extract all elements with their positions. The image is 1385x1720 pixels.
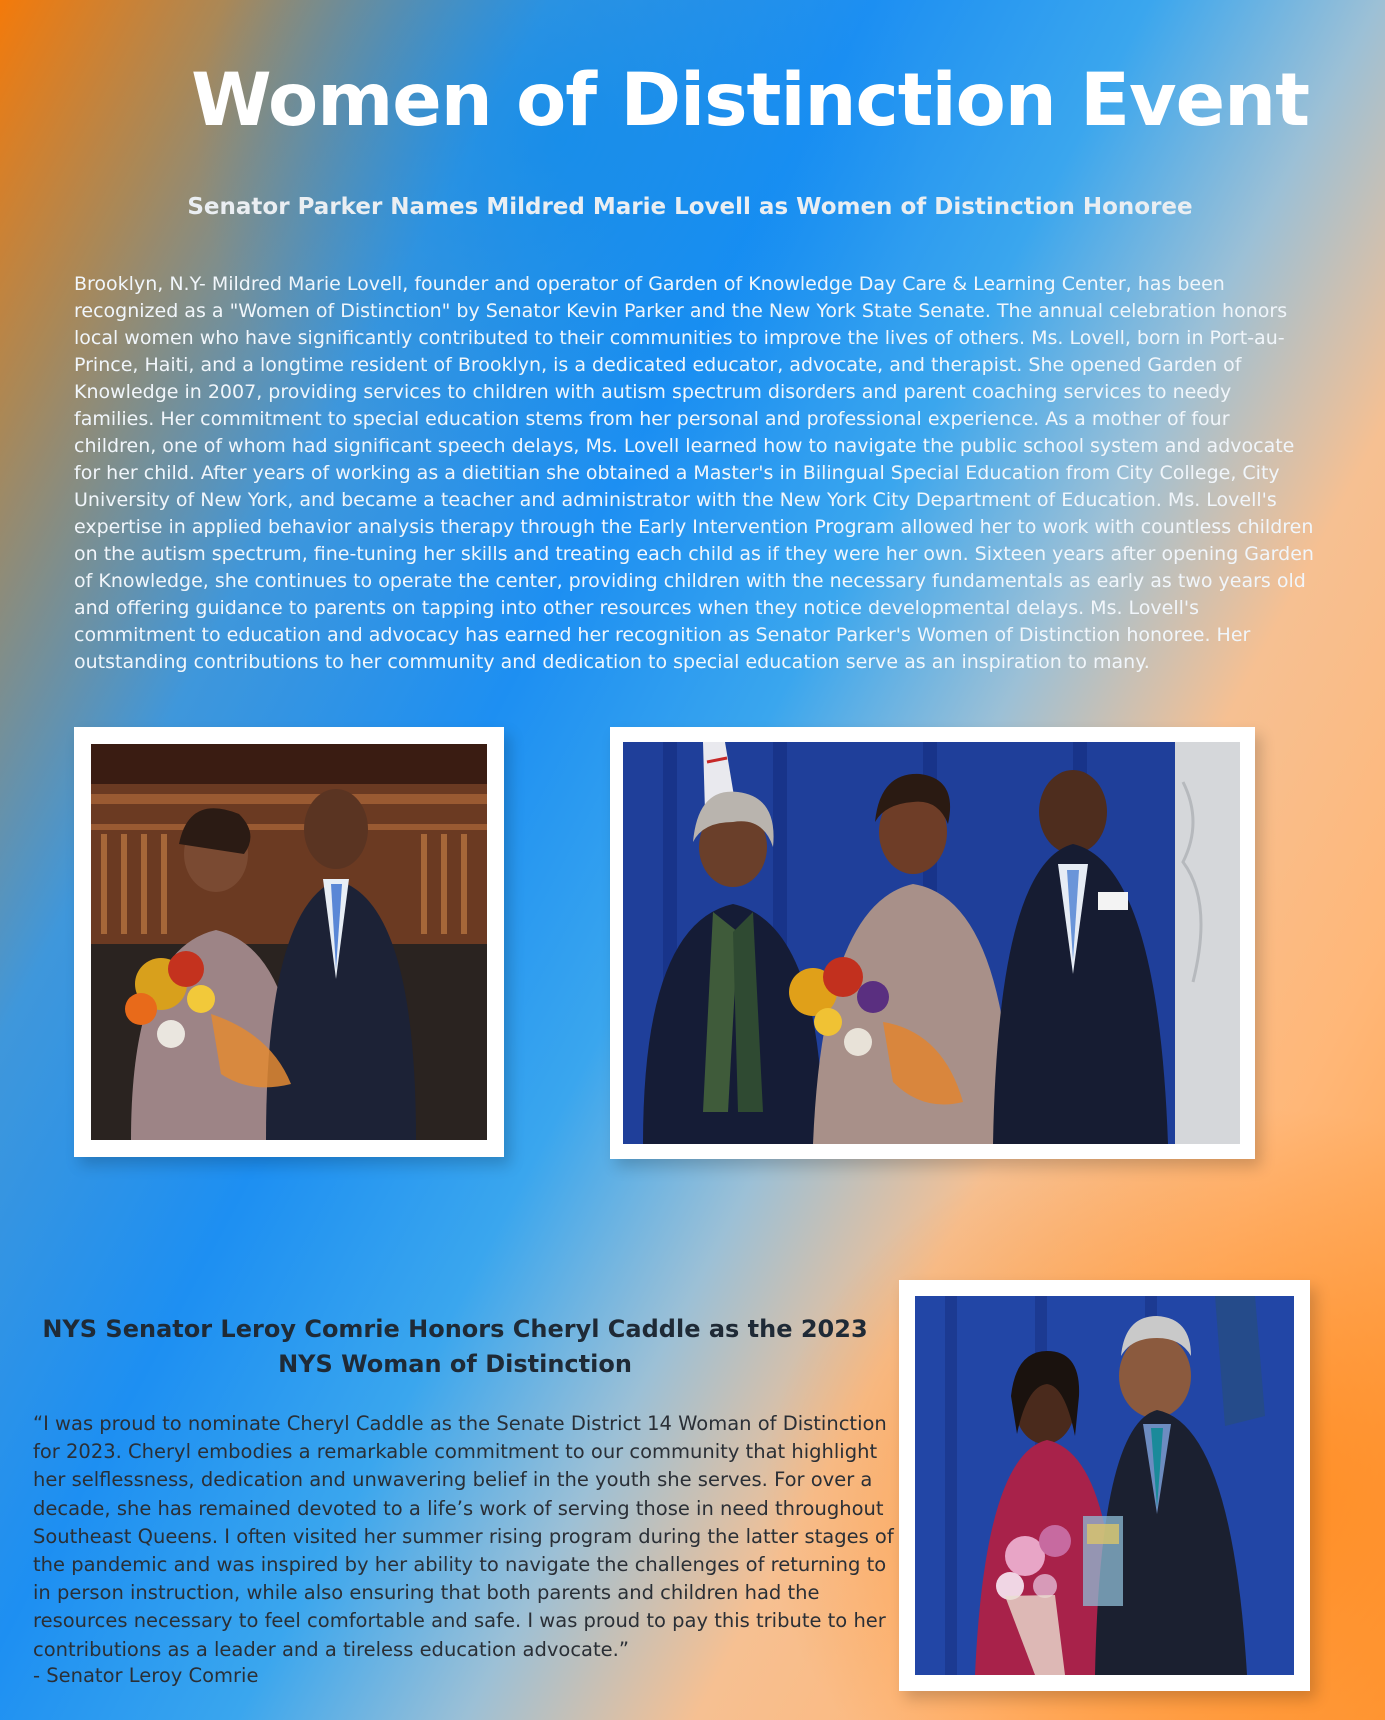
article1-body: Brooklyn, N.Y- Mildred Marie Lovell, founder and operator of Garden of Knowledge Day Care & Learning Center, has been recognized as a "Women of Distinction" by Senator Kevin Parker and the New York State Senate. The annual celebration honors local women who have significantly contributed to their communities to improve the lives of others. Ms. Lovell, born in Port-au-Prince, Haiti, and a longtime resident of Brooklyn, is a dedicated educator, advocate, and therapist. She opened Garden of Knowledge in 2007, providing services to children with autism spectrum disorders and parent coaching services to needy families. Her commitment to special education stems from her personal and professional experience. As a mother of four children, one of whom had significant speech delays, Ms. Lovell learned how to navigate the public school system and advocate for her child. After years of working as a dietitian she obtained a Master's in Bilingual Special Education from City College, City University of New York, and became a teacher and administrator with the New York City Department of Education. Ms. Lovell's expertise in applied behavior analysis therapy through the Early Intervention Program allowed her to work with countless children on the autism spectrum, fine-tuning her skills and treating each child as if they were her own. Sixteen years after opening Garden of Knowledge, she continues to operate the center, providing children with the necessary fundamentals as early as two years old and offering guidance to parents on tapping into other resources when they notice developmental delays. Ms. Lovell's commitment to education and advocacy has earned her recognition as Senator Parker's Women of Distinction honoree. Her outstanding contributions to her community and dedication to special education serve as an inspiration to many. bbox=[74, 273, 1314, 673]
photo-frame-group-flags bbox=[610, 727, 1255, 1159]
photo-caddle-comrie bbox=[915, 1296, 1294, 1675]
photo-lovell-parker bbox=[91, 744, 487, 1140]
article2-signature: - Senator Leroy Comrie bbox=[33, 1664, 259, 1687]
page-title: Women of Distinction Event bbox=[191, 58, 1309, 143]
photo-frame-lovell-parker bbox=[74, 727, 504, 1157]
article2-quote: “I was proud to nominate Cheryl Caddle as the Senate District 14 Woman of Distinction for 2023. Cheryl embodies a remarkable commitment to our community that highlight her selflessness, dedication and unwavering belief in the youth she serves. For over a decade, she has remained devoted to a life’s work of serving those in need throughout Southeast Queens. I often visited her summer rising program during the latter stages of the pandemic and was inspired by her ability to navigate the challenges of returning to in person instruction, while also ensuring that both parents and children had the resources necessary to feel comfortable and safe. I was proud to pay this tribute to her contributions as a leader and a tireless education advocate.” bbox=[33, 1412, 894, 1661]
photo-frame-caddle-comrie bbox=[899, 1280, 1310, 1691]
article2-heading: NYS Senator Leroy Comrie Honors Cheryl Caddle as the 2023 NYS Woman of Distinction bbox=[42, 1315, 868, 1378]
photo-group-flags bbox=[623, 742, 1240, 1144]
article1-subtitle: Senator Parker Names Mildred Marie Lovell as Women of Distinction Honoree bbox=[187, 194, 1193, 220]
